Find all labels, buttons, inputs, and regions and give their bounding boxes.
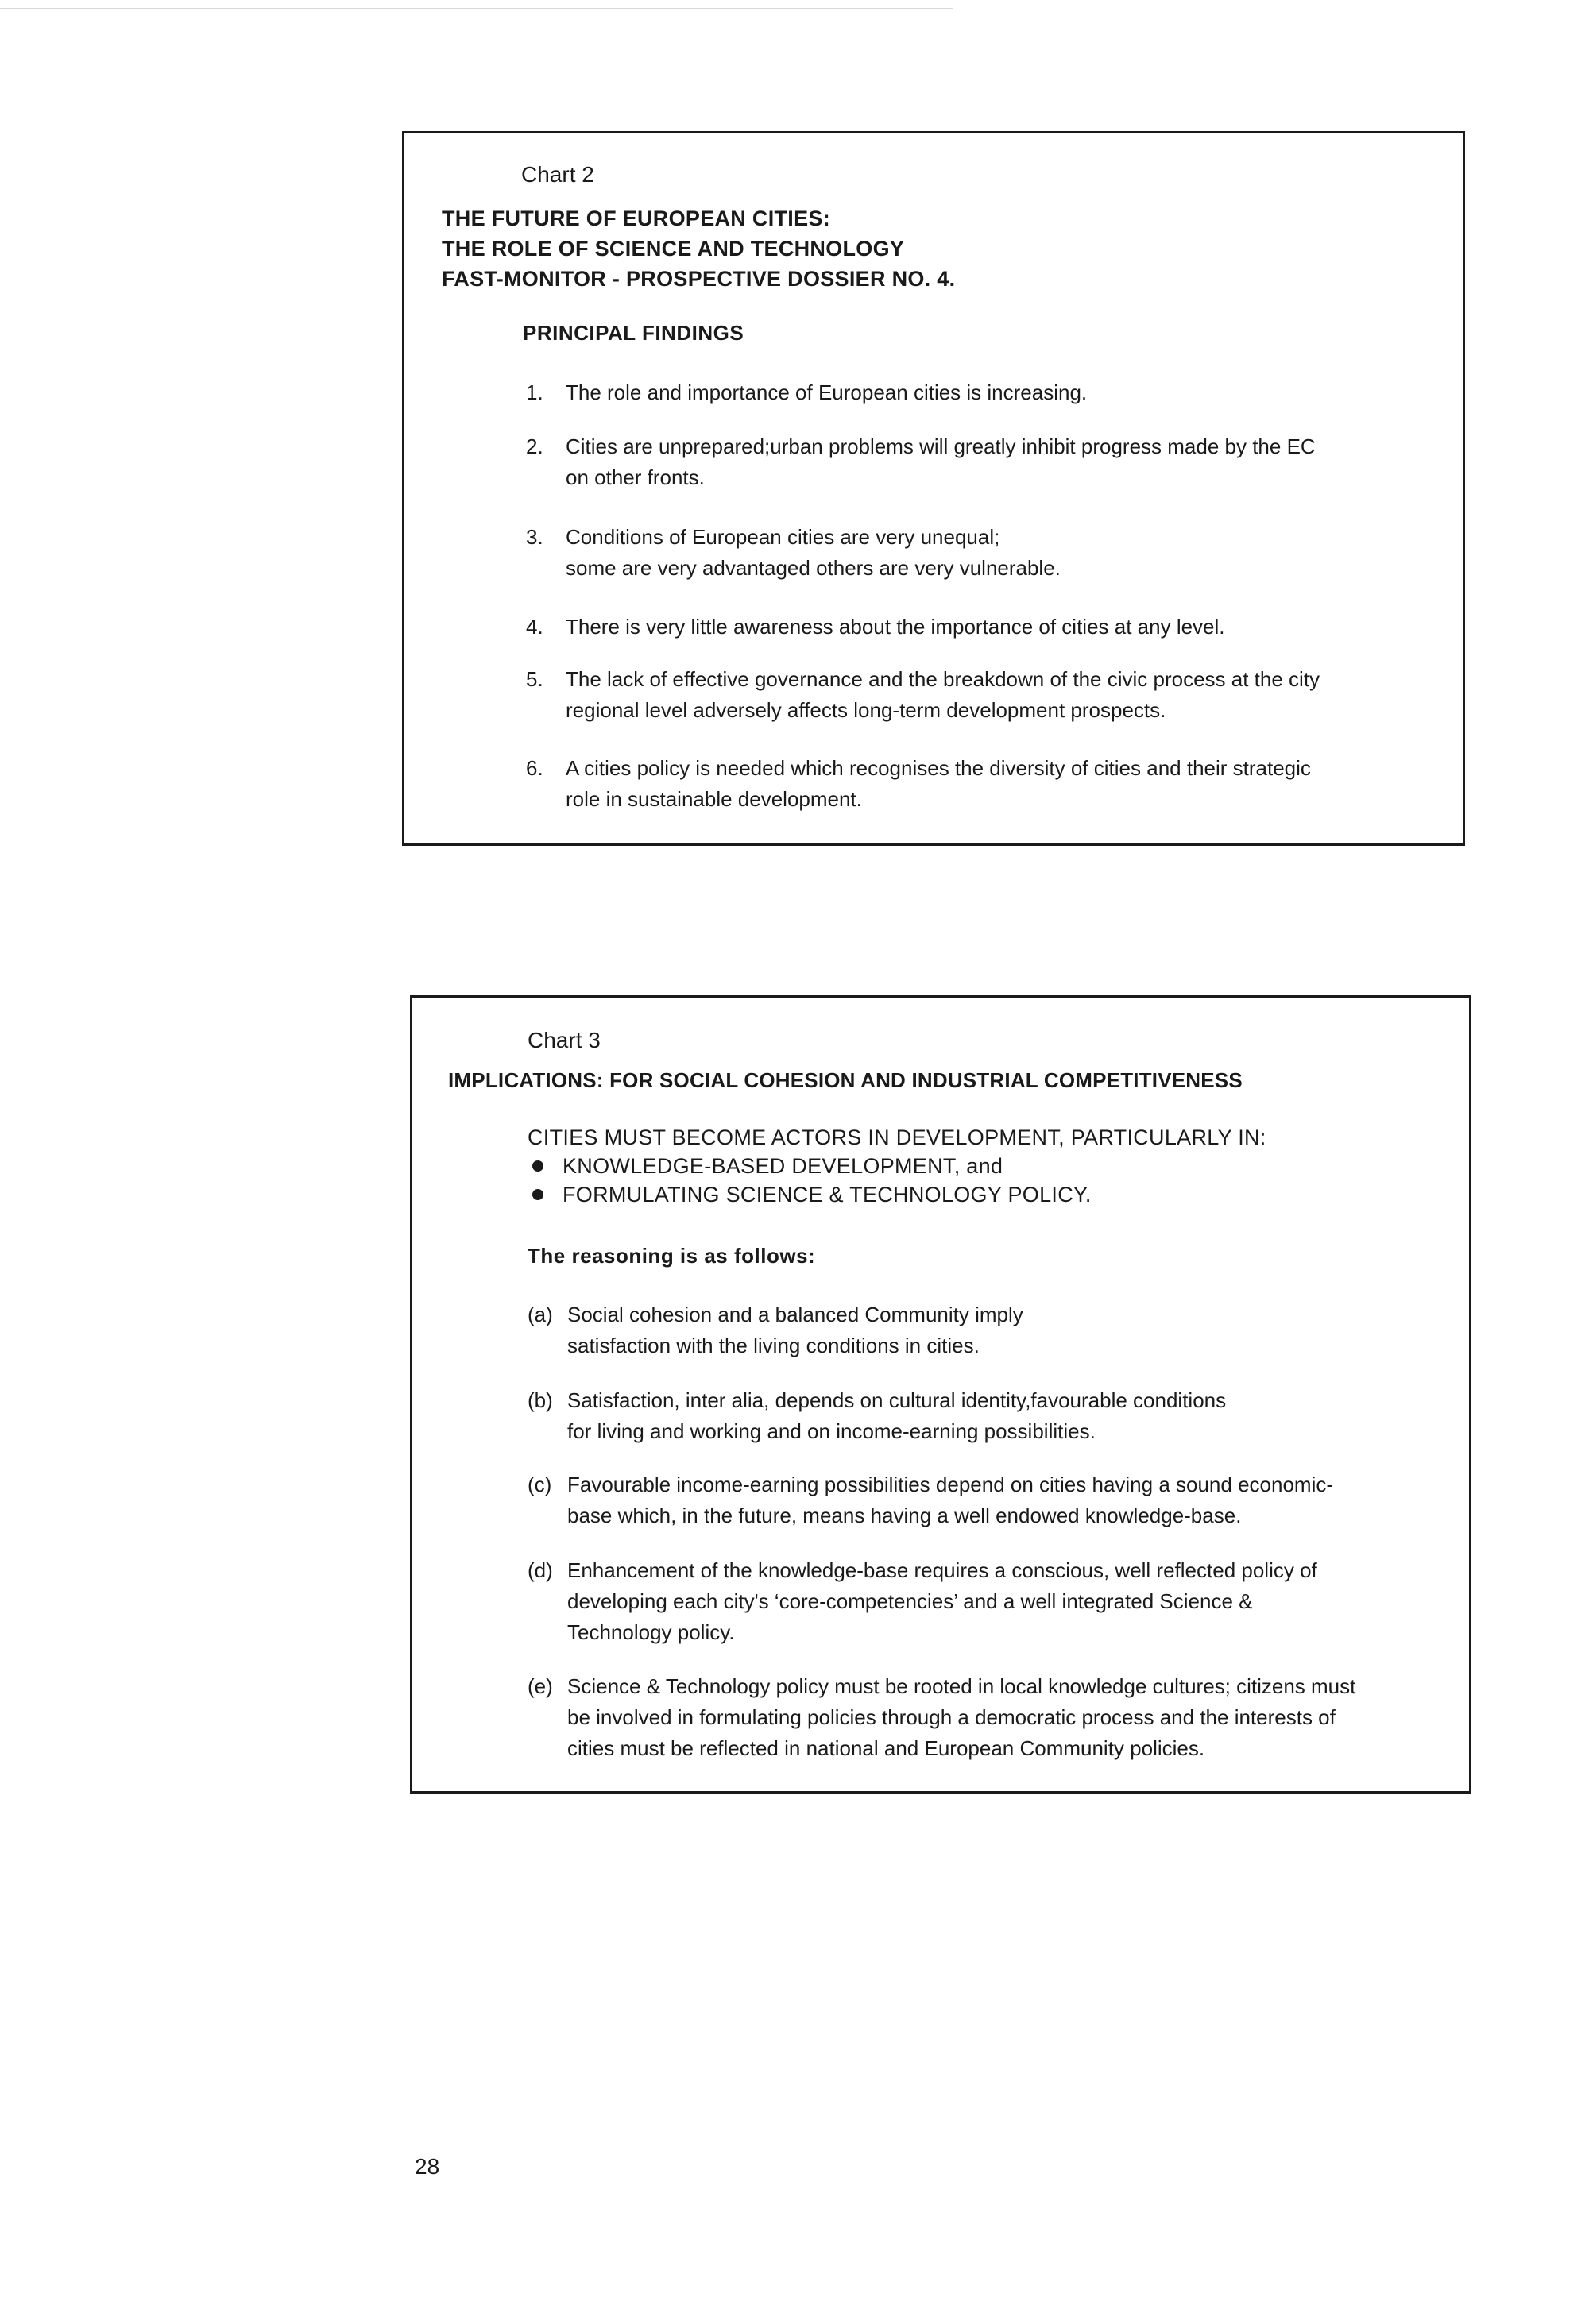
chart-3-label: Chart 3 [528, 1028, 601, 1052]
finding-line: There is very little awareness about the importance of cities at any level. [566, 615, 1225, 639]
finding-line: some are very advantaged others are very vulnerable. [566, 556, 1061, 580]
finding-line: Cities are unprepared;urban problems will greatly inhibit progress made by the EC [566, 434, 1316, 458]
finding-number: 5. [526, 667, 543, 691]
finding-line: Conditions of European cities are very unequal; [566, 525, 1000, 549]
bullet-item [528, 1180, 1266, 1209]
reasoning-line: be involved in formulating policies through a democratic process and the interests of [567, 1705, 1336, 1729]
reasoning-letter: (d) [528, 1558, 553, 1582]
reasoning-text [567, 1555, 1317, 1648]
reasoning-line: Technology policy. [567, 1620, 735, 1644]
reasoning-line: Enhancement of the knowledge-base requires a conscious, well reflected policy of [567, 1558, 1317, 1582]
principal-findings-heading: PRINCIPAL FINDINGS [523, 321, 744, 345]
reasoning-letter: (e) [528, 1674, 553, 1698]
reasoning-text [567, 1671, 1355, 1764]
reasoning-line: cities must be reflected in national and European Community policies. [567, 1736, 1205, 1760]
page-number: 28 [415, 2154, 440, 2179]
finding-line: regional level adversely affects long-term development prospects. [566, 698, 1166, 722]
chart-3-intro [528, 1123, 1266, 1209]
reasoning-line: base which, in the future, means having a well endowed knowledge-base. [567, 1504, 1242, 1527]
chart-2-title-line: THE ROLE OF SCIENCE AND TECHNOLOGY [442, 237, 905, 261]
reasoning-text [567, 1299, 1023, 1361]
chart-2-title-line: FAST-MONITOR - PROSPECTIVE DOSSIER NO. 4. [442, 267, 956, 291]
chart-2-title [442, 203, 955, 294]
finding-line: on other fronts. [566, 465, 705, 489]
reasoning-text [567, 1385, 1226, 1447]
finding-text [566, 753, 1311, 815]
chart-3-title: IMPLICATIONS: FOR SOCIAL COHESION AND INDUSTRIAL COMPETITIVENESS [448, 1068, 1243, 1092]
intro-line: CITIES MUST BECOME ACTORS IN DEVELOPMENT, PARTICULARLY IN: [528, 1125, 1266, 1149]
finding-text [566, 612, 1225, 643]
finding-number: 6. [526, 756, 543, 780]
reasoning-letter: (c) [528, 1473, 552, 1496]
reasoning-line: developing each city's ‘core-competencies’ and a well integrated Science & [567, 1589, 1253, 1613]
bullet-dot-icon [532, 1160, 543, 1172]
reasoning-line: Favourable income-earning possibilities depend on cities having a sound economic- [567, 1473, 1334, 1496]
reasoning-line: satisfaction with the living conditions in cities. [567, 1334, 980, 1357]
bullet-item [528, 1152, 1266, 1180]
finding-text [566, 522, 1061, 584]
reasoning-line: Science & Technology policy must be rooted in local knowledge cultures; citizens must [567, 1674, 1356, 1698]
bullet-text: KNOWLEDGE-BASED DEVELOPMENT, and [563, 1154, 1003, 1178]
scan-top-edge [0, 8, 953, 9]
finding-number: 1. [526, 380, 543, 404]
finding-number: 2. [526, 434, 543, 458]
finding-line: role in sustainable development. [566, 787, 862, 811]
finding-line: The lack of effective governance and the breakdown of the civic process at the city [566, 667, 1320, 691]
reasoning-line: Satisfaction, inter alia, depends on cultural identity,favourable conditions [567, 1388, 1227, 1412]
bullet-dot-icon [532, 1189, 543, 1200]
reasoning-line: Social cohesion and a balanced Community imply [567, 1303, 1023, 1326]
finding-text [566, 377, 1087, 408]
reasoning-heading: The reasoning is as follows: [528, 1244, 816, 1268]
finding-line: The role and importance of European cities is increasing. [566, 380, 1088, 404]
reasoning-letter: (a) [528, 1303, 553, 1326]
chart-2-title-line: THE FUTURE OF EUROPEAN CITIES: [442, 207, 831, 230]
finding-line: A cities policy is needed which recognises the diversity of cities and their strategic [566, 756, 1311, 780]
finding-number: 3. [526, 525, 543, 549]
reasoning-text [567, 1469, 1333, 1531]
finding-number: 4. [526, 615, 543, 639]
bullet-text: FORMULATING SCIENCE & TECHNOLOGY POLICY. [563, 1183, 1092, 1206]
finding-text [566, 664, 1320, 726]
reasoning-line: for living and working and on income-earning possibilities. [567, 1419, 1096, 1443]
reasoning-letter: (b) [528, 1388, 553, 1412]
finding-text [566, 431, 1316, 493]
chart-2-label: Chart 2 [521, 162, 594, 187]
